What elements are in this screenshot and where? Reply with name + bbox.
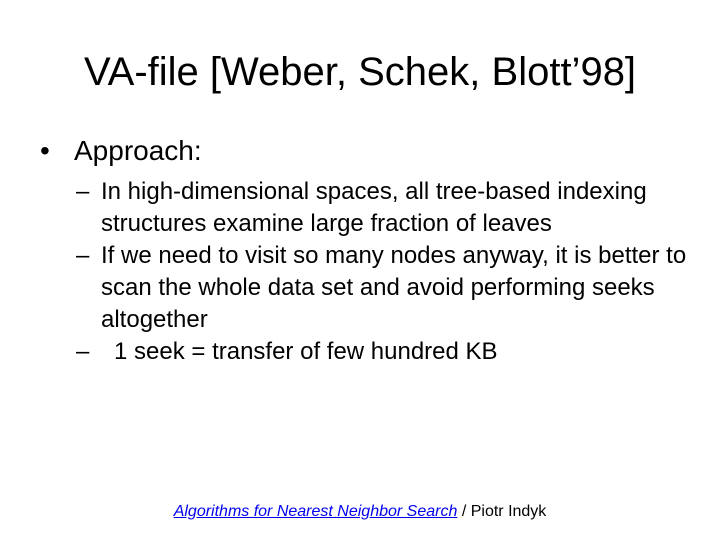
main-bullet	[40, 134, 202, 168]
footer-separator: /	[457, 503, 471, 520]
dash-marker: –	[76, 242, 90, 269]
sub-bullet-text: If we need to visit so many nodes anyway, it is better to scan the whole data set and avoid performing seeks altogether	[101, 242, 687, 333]
dash-marker: –	[76, 178, 90, 205]
footer-citation	[0, 501, 720, 523]
sub-bullet-item	[76, 176, 696, 240]
sub-bullet-item	[76, 240, 696, 336]
bullet-marker: •	[40, 135, 50, 166]
slide-title: VA-file [Weber, Schek, Blott’98]	[83, 50, 637, 94]
sub-bullet-list	[76, 176, 696, 368]
dash-marker: –	[76, 338, 90, 365]
course-link[interactable]: Algorithms for Nearest Neighbor Search	[173, 503, 458, 520]
sub-bullet-text: In high-dimensional spaces, all tree-based indexing structures examine large fraction of leaves	[101, 178, 647, 237]
footer-author: Piotr Indyk	[470, 503, 547, 520]
main-bullet-text: Approach:	[74, 135, 202, 166]
sub-bullet-text: 1 seek = transfer of few hundred KB	[114, 338, 498, 365]
sub-bullet-item	[76, 336, 696, 368]
